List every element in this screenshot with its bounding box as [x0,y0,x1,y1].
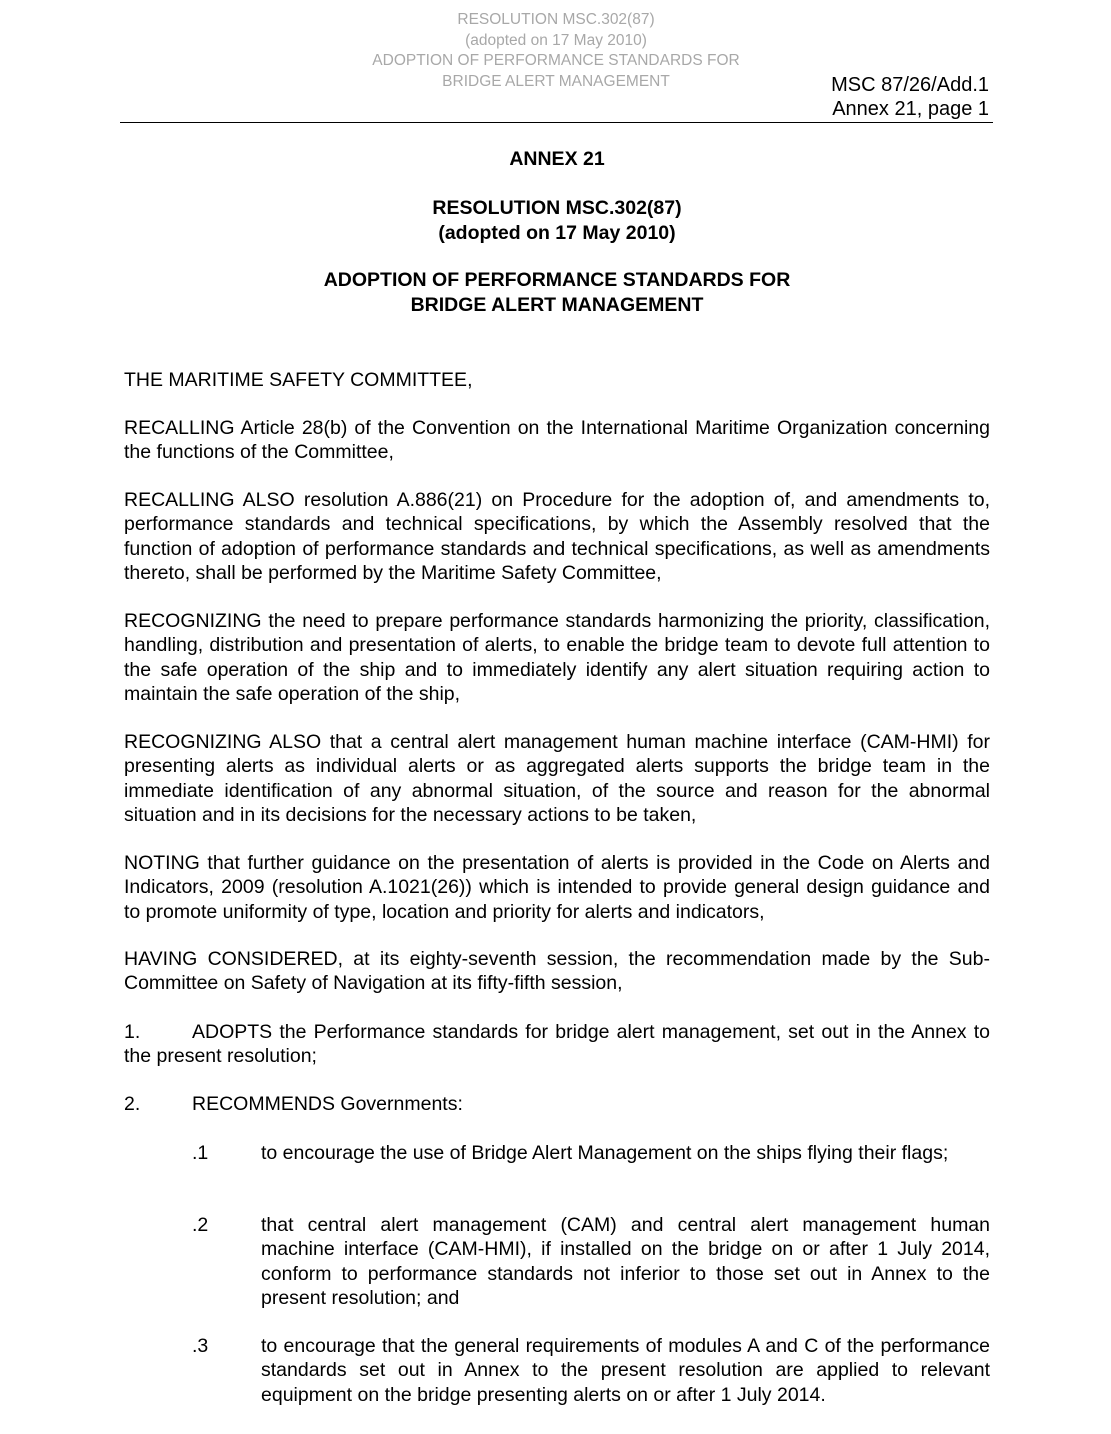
item-text: ADOPTS the Performance standards for bridge alert management, set out in the Annex to the present resolution; [124,1021,990,1068]
sub-item-number: .2 [192,1214,209,1236]
page-header [831,73,989,121]
committee-heading: THE MARITIME SAFETY COMMITTEE, [124,369,473,391]
subject-title [124,268,990,317]
having-considered-paragraph: HAVING CONSIDERED, at its eighty-seventh session, the recommendation made by the Sub-Committee on Safety of Navigation at its fifty-fifth session, [124,948,990,995]
sub-item-1 [192,1141,990,1165]
item-text: RECOMMENDS Governments: [192,1093,463,1115]
sub-item-text: to encourage that the general requirements of modules A and C of the performance standards set out in Annex to the present resolution are applied to relevant equipment on the bridge presenting alerts on or after 1 July 2014. [261,1335,990,1406]
recalling-also-paragraph: RECALLING ALSO resolution A.886(21) on Procedure for the adoption of, and amendments to, performance standards and technical specifications, by which the Assembly resolved that the function of adoption of performance standards and technical specifications, as well as amendments thereto, shall be performed by the Maritime Safety Committee, [124,489,990,584]
sub-item-3 [192,1334,990,1407]
header-divider [120,122,993,123]
adoption-date: (adopted on 17 May 2010) [438,221,676,244]
subject-line: BRIDGE ALERT MANAGEMENT [410,293,704,316]
document-reference: MSC 87/26/Add.1 [831,74,989,96]
sub-item-number: .3 [192,1335,209,1357]
noting-paragraph: NOTING that further guidance on the presentation of alerts is provided in the Code on Alerts and Indicators, 2009 (resolution A.1021(26)) which is intended to provide general design guidance and to promote uniformity of type, location and priority for alerts and indicators, [124,852,990,923]
watermark-title [340,10,772,92]
subject-line: ADOPTION OF PERFORMANCE STANDARDS FOR [323,269,791,291]
watermark-line: RESOLUTION MSC.302(87) [457,11,655,28]
watermark-line: ADOPTION OF PERFORMANCE STANDARDS FOR [372,52,740,69]
recognizing-paragraph: RECOGNIZING the need to prepare performance standards harmonizing the priority, classification, handling, distribution and presentation of alerts, to enable the bridge team to devote full attention to the safe operation of the ship and to immediately identify any alert situation requiring action to maintain the safe operation of the ship, [124,610,990,705]
item-number: 1. [124,1021,141,1043]
operative-item-1 [124,1020,990,1069]
page-reference: Annex 21, page 1 [832,98,989,120]
sub-item-text: to encourage the use of Bridge Alert Management on the ships flying their flags; [261,1142,949,1164]
annex-title: ANNEX 21 [509,148,605,170]
watermark-line: BRIDGE ALERT MANAGEMENT [442,72,670,90]
recalling-paragraph: RECALLING Article 28(b) of the Convention on the International Maritime Organization concerning the functions of the Committee, [124,417,990,464]
watermark-line: (adopted on 17 May 2010) [465,31,647,49]
sub-item-number: .1 [192,1142,209,1164]
item-number: 2. [124,1093,141,1115]
recognizing-also-paragraph: RECOGNIZING ALSO that a central alert management human machine interface (CAM-HMI) for presenting alerts as individual alerts or as aggregated alerts supports the bridge team in the immediate identification of any abnormal situation, of the source and reason for the abnormal situation and in its decisions for the necessary actions to be taken, [124,731,990,826]
resolution-number: RESOLUTION MSC.302(87) [432,197,682,219]
resolution-title [124,196,990,245]
sub-item-2 [192,1213,990,1310]
operative-item-2 [124,1092,990,1116]
sub-item-text: that central alert management (CAM) and central alert management human machine interface (CAM-HMI), if installed on the bridge on or after 1 July 2014, conform to performance standards not inferior to those set out in Annex to the present resolution; and [261,1214,990,1309]
